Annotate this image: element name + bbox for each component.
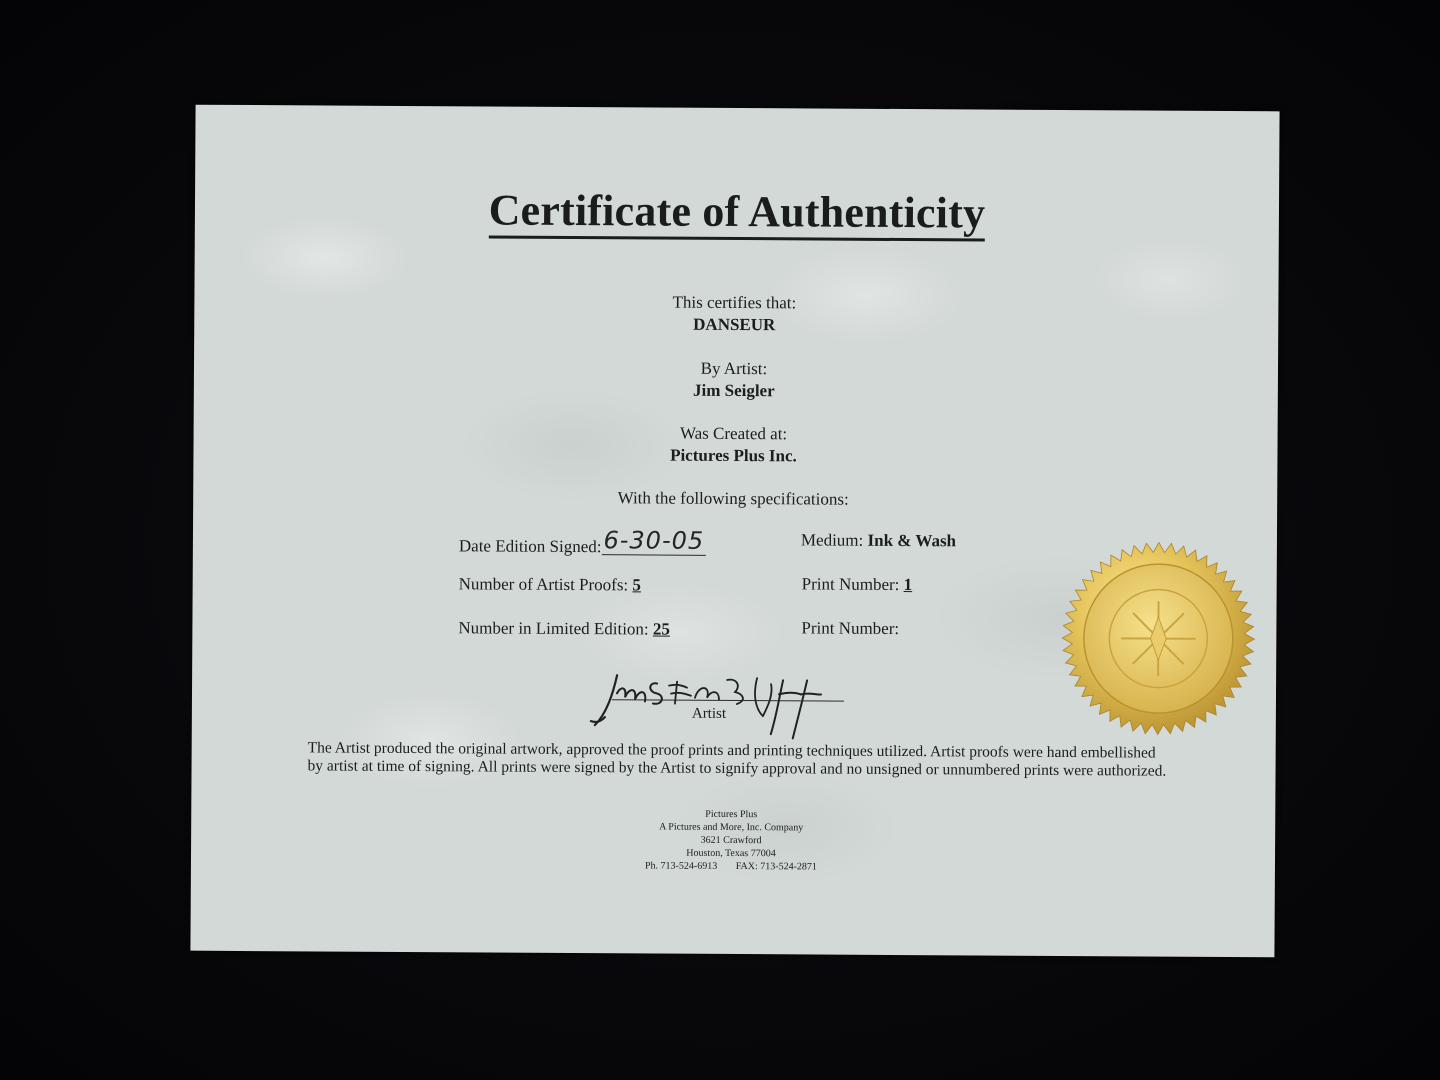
- date-signed-row: [458, 526, 706, 560]
- artwork-title: DANSEUR: [693, 314, 776, 335]
- limited-edition-row: [458, 618, 670, 639]
- artist-signature: [587, 663, 857, 745]
- print-number-row: [802, 574, 913, 595]
- print-number-row-2: [801, 618, 899, 639]
- artist-proofs-value: 5: [632, 575, 642, 595]
- print-number-value: 1: [903, 575, 913, 595]
- certifies-label: This certifies that:: [672, 292, 797, 313]
- print-number-label-2: Print Number:: [801, 618, 900, 639]
- footer-phone: Ph. 713-524-6913: [644, 860, 718, 872]
- disclaimer-text: The Artist produced the original artwork, approved the proof prints and printing techniques utilized. Artist proofs were hand embellished by artist at time of signing. All prints were signed by the Artist to signify approval and no unsigned or unnumbered prints were authorized.: [307, 739, 1167, 780]
- certificate-title-text: Certificate of Authenticity: [488, 185, 985, 241]
- artist-block: [534, 357, 934, 403]
- medium-row: [801, 530, 956, 551]
- created-at-value: Pictures Plus Inc.: [670, 445, 797, 466]
- medium-value: Ink & Wash: [867, 530, 957, 551]
- specs-intro-text: With the following specifications:: [617, 488, 849, 509]
- created-at-block: [533, 422, 933, 468]
- publisher-footer: [581, 807, 881, 874]
- artist-proofs-label: Number of Artist Proofs:: [458, 574, 629, 595]
- limited-edition-value: 25: [652, 619, 670, 639]
- footer-contacts: [581, 859, 881, 874]
- artist-name: Jim Seigler: [692, 380, 775, 401]
- gold-seal-icon: [1060, 540, 1257, 737]
- limited-edition-label: Number in Limited Edition:: [458, 618, 649, 639]
- footer-parent-company: A Pictures and More, Inc. Company: [659, 821, 804, 834]
- created-at-label: Was Created at:: [679, 423, 788, 444]
- footer-city: Houston, Texas 77004: [686, 847, 776, 860]
- certificate-paper: [190, 105, 1279, 958]
- footer-fax: FAX: 713-524-2871: [735, 861, 817, 873]
- signature-artist-label: Artist: [691, 705, 727, 722]
- medium-label: Medium:: [800, 530, 864, 550]
- date-signed-label: Date Edition Signed:: [458, 536, 602, 557]
- by-artist-label: By Artist:: [700, 358, 768, 379]
- date-signed-handwritten: 6-30-05: [601, 526, 706, 556]
- artist-proofs-row: [459, 574, 641, 595]
- footer-street: 3621 Crawford: [700, 834, 762, 847]
- certificate-title: [195, 183, 1279, 241]
- footer-company: Pictures Plus: [705, 808, 758, 821]
- specs-intro: [533, 487, 933, 511]
- print-number-label: Print Number:: [801, 574, 900, 595]
- certifies-block: [534, 291, 934, 337]
